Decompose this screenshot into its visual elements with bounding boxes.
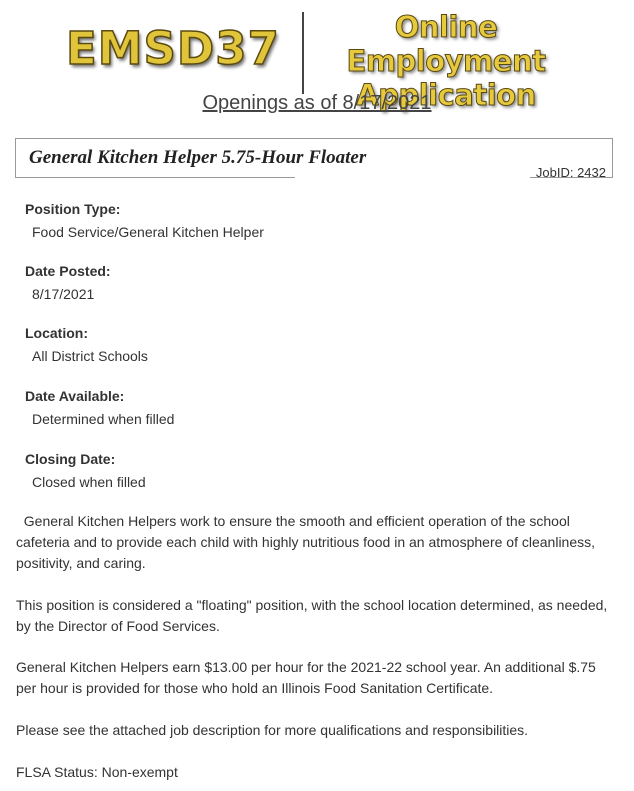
header-divider xyxy=(302,12,304,94)
page-header xyxy=(0,0,634,125)
field-value: Food Service/General Kitchen Helper xyxy=(32,224,264,240)
job-id: JobID: 2432 xyxy=(535,165,606,180)
district-logo[interactable]: EMSD37 xyxy=(66,22,280,75)
field-value: 8/17/2021 xyxy=(32,286,95,302)
field-date-posted xyxy=(25,263,111,302)
job-title: General Kitchen Helper 5.75-Hour Floater xyxy=(29,147,367,168)
description-paragraph: Please see the attached job description for more qualifications and responsibilities. xyxy=(16,722,529,738)
description-paragraph: This position is considered a "floating" position, with the school location determined, as needed, by the Director of Food Services. xyxy=(16,597,608,634)
field-label: Closing Date: xyxy=(25,451,116,467)
field-location xyxy=(25,325,148,364)
flsa-status: FLSA Status: Non-exempt xyxy=(16,764,178,780)
app-title: Online Employment Application xyxy=(346,10,546,112)
field-position-type xyxy=(25,201,264,240)
job-box-divider xyxy=(15,177,295,178)
field-value: Closed when filled xyxy=(32,474,146,490)
field-date-available xyxy=(25,388,174,427)
description-paragraph: General Kitchen Helpers earn $13.00 per hour for the 2021-22 school year. An additional $.75 per hour is provided for those who hold an Illinois Food Sanitation Certificate. xyxy=(16,659,596,696)
field-value: All District Schools xyxy=(32,348,148,364)
description-paragraph: General Kitchen Helpers work to ensure the smooth and efficient operation of the school cafeteria and to provide each child with highly nutritious food in an atmosphere of cleanliness, positivity, and caring. xyxy=(16,513,599,571)
field-label: Date Posted: xyxy=(25,263,111,279)
field-label: Date Available: xyxy=(25,388,125,404)
field-closing-date xyxy=(25,451,146,490)
field-value: Determined when filled xyxy=(32,411,175,427)
field-label: Position Type: xyxy=(25,201,121,217)
openings-link[interactable]: Openings as of 8/17/2021 xyxy=(202,92,432,114)
field-label: Location: xyxy=(25,325,88,341)
